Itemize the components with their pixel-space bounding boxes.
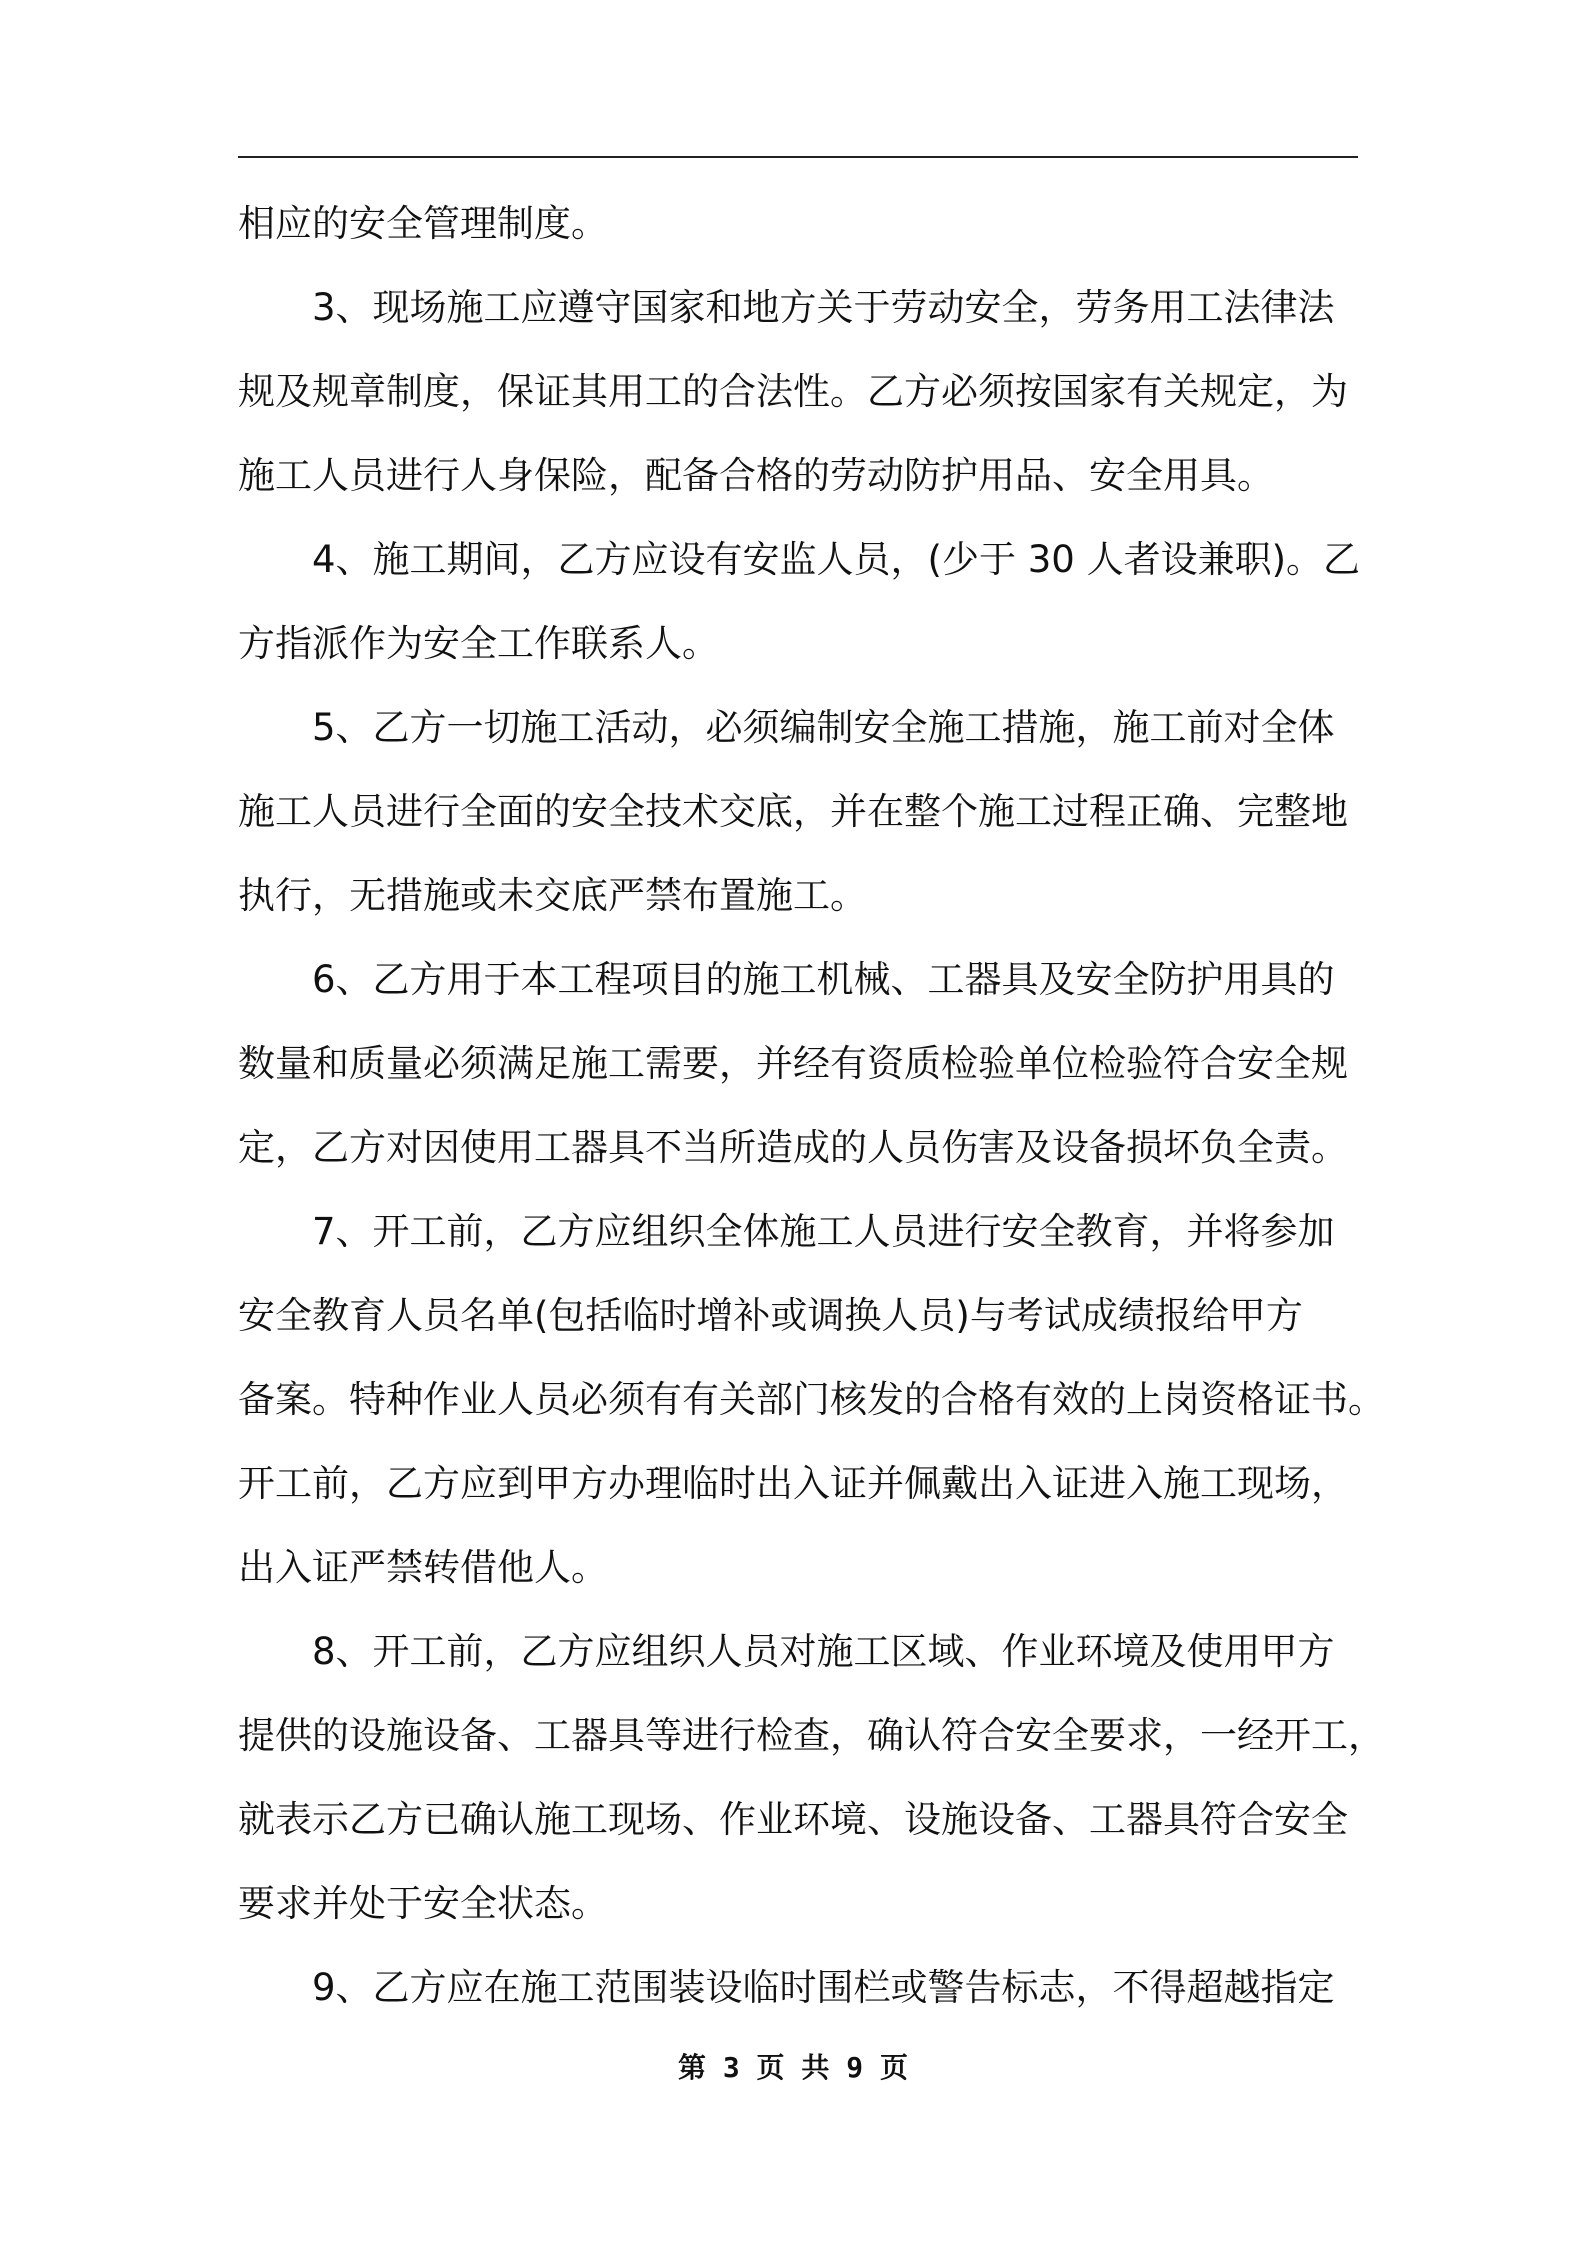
text-line: 8、开工前，乙方应组织人员对施工区域、作业环境及使用甲方 (312, 1630, 1335, 1673)
text-line: 开工前，乙方应到甲方办理临时出入证并佩戴出入证进入施工现场， (238, 1462, 1348, 1505)
text-line: 规及规章制度，保证其用工的合法性。乙方必须按国家有关规定，为 (238, 370, 1348, 413)
text-line: 方指派作为安全工作联系人。 (238, 622, 719, 665)
text-line: 相应的安全管理制度。 (238, 202, 608, 245)
text-line: 3、现场施工应遵守国家和地方关于劳动安全，劳务用工法律法 (312, 286, 1335, 329)
text-line: 定，乙方对因使用工器具不当所造成的人员伤害及设备损坏负全责。 (238, 1126, 1348, 1169)
text-line: 施工人员进行人身保险，配备合格的劳动防护用品、安全用具。 (238, 454, 1274, 497)
text-line: 数量和质量必须满足施工需要，并经有资质检验单位检验符合安全规 (238, 1042, 1348, 1085)
text-line: 安全教育人员名单(包括临时增补或调换人员)与考试成绩报给甲方 (238, 1294, 1303, 1337)
document-body (238, 182, 1385, 2030)
text-line: 5、乙方一切施工活动，必须编制安全施工措施，施工前对全体 (312, 706, 1335, 749)
page-number: 第 3 页 共 9 页 (677, 2051, 908, 2084)
text-line: 提供的设施设备、工器具等进行检查，确认符合安全要求，一经开工， (238, 1714, 1385, 1757)
text-line: 执行，无措施或未交底严禁布置施工。 (238, 874, 867, 917)
text-line: 备案。特种作业人员必须有有关部门核发的合格有效的上岗资格证书。 (238, 1378, 1385, 1421)
text-line: 出入证严禁转借他人。 (238, 1546, 608, 1589)
text-line: 就表示乙方已确认施工现场、作业环境、设施设备、工器具符合安全 (238, 1798, 1348, 1841)
header-rule (238, 156, 1358, 158)
text-line: 7、开工前，乙方应组织全体施工人员进行安全教育，并将参加 (312, 1210, 1335, 1253)
text-line: 4、施工期间，乙方应设有安监人员，(少于 30 人者设兼职)。乙 (312, 538, 1361, 581)
text-line: 要求并处于安全状态。 (238, 1882, 608, 1925)
text-line: 施工人员进行全面的安全技术交底，并在整个施工过程正确、完整地 (238, 790, 1348, 833)
text-line: 6、乙方用于本工程项目的施工机械、工器具及安全防护用具的 (312, 958, 1335, 1001)
text-line: 9、乙方应在施工范围装设临时围栏或警告标志，不得超越指定 (312, 1966, 1335, 2009)
